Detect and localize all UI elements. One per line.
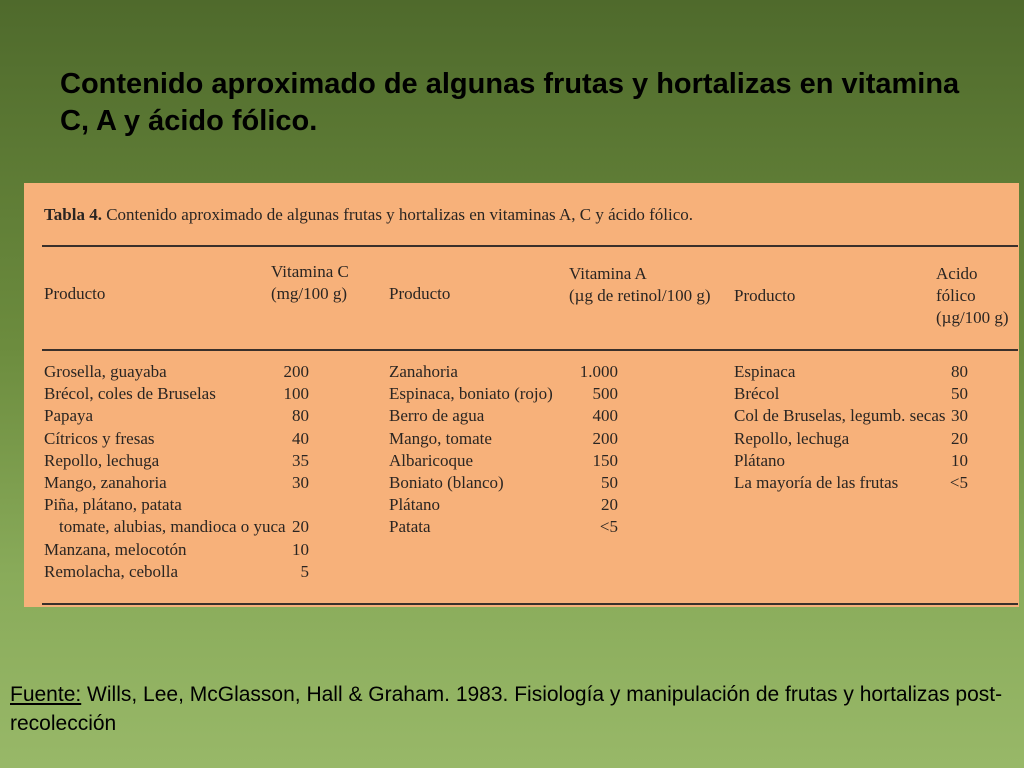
- value-cell: 200: [592, 428, 618, 448]
- value-cell: 1.000: [579, 362, 618, 381]
- product-cell: Plátano: [734, 450, 785, 470]
- product-header: Producto: [389, 284, 451, 303]
- value-cell: 30: [292, 473, 309, 492]
- value-header-line: Vitamina A: [569, 264, 647, 283]
- value-cell: 400: [592, 406, 618, 426]
- product-cell: Papaya: [44, 406, 94, 426]
- value-cell: 500: [592, 384, 618, 404]
- value-header-line: Vitamina C: [271, 262, 349, 281]
- value-header-line: (mg/100 g): [271, 284, 348, 303]
- value-cell: 20: [951, 428, 968, 448]
- value-cell: 150: [592, 450, 618, 470]
- product-cell: Plátano: [389, 495, 440, 515]
- source-text: Wills, Lee, McGlasson, Hall & Graham. 1983. Fisiología y manipulación de frutas y hortalizas post-recolección: [10, 683, 1003, 735]
- value-cell: <5: [599, 517, 618, 537]
- product-cell: Mango, tomate: [389, 428, 492, 448]
- value-cell: 80: [951, 362, 968, 381]
- value-cell: 30: [951, 406, 968, 426]
- value-header-line: fólico: [936, 286, 976, 305]
- product-cell: Patata: [389, 517, 431, 537]
- product-cell: La mayoría de las frutas: [734, 473, 899, 492]
- product-cell: tomate, alubias, mandioca o yuca: [59, 517, 286, 537]
- value-cell: 50: [601, 473, 618, 492]
- table-caption-text: Contenido aproximado de algunas frutas y hortalizas en vitaminas A, C y ácido fólico.: [106, 205, 694, 224]
- product-cell: Grosella, guayaba: [44, 362, 167, 381]
- value-cell: 80: [292, 406, 309, 426]
- product-cell: Piña, plátano, patata: [44, 495, 182, 515]
- top-rule: [42, 245, 1018, 247]
- source-label: Fuente:: [10, 683, 82, 706]
- product-cell: Boniato (blanco): [389, 473, 504, 492]
- product-header: Producto: [44, 284, 106, 303]
- bottom-rule: [42, 603, 1018, 605]
- product-cell: Mango, zanahoria: [44, 473, 167, 492]
- source-footer: [10, 680, 1010, 738]
- table-caption: [44, 205, 693, 225]
- value-cell: 35: [292, 450, 309, 470]
- product-cell: Zanahoria: [389, 362, 458, 381]
- value-cell: 100: [283, 384, 309, 404]
- table-caption-label: Tabla 4.: [44, 205, 102, 224]
- value-cell: 10: [292, 539, 309, 559]
- header-rule: [42, 349, 1018, 351]
- product-cell: Manzana, melocotón: [44, 539, 187, 559]
- value-cell: <5: [949, 473, 968, 492]
- product-cell: Repollo, lechuga: [44, 450, 160, 470]
- table-scan: [24, 183, 1019, 607]
- product-header: Producto: [734, 286, 796, 305]
- value-header-line: (µg/100 g): [936, 308, 1009, 327]
- product-cell: Albaricoque: [389, 450, 474, 470]
- value-cell: 20: [601, 495, 618, 515]
- product-cell: Brécol: [734, 384, 780, 404]
- value-header-line: (µg de retinol/100 g): [569, 286, 711, 305]
- product-cell: Espinaca: [734, 362, 796, 381]
- product-cell: Brécol, coles de Bruselas: [44, 384, 216, 404]
- value-header-line: Acido: [936, 264, 978, 283]
- value-cell: 20: [292, 517, 309, 537]
- product-cell: Espinaca, boniato (rojo): [389, 384, 553, 404]
- product-cell: Berro de agua: [389, 406, 485, 426]
- product-cell: Repollo, lechuga: [734, 428, 850, 448]
- product-cell: Cítricos y fresas: [44, 428, 155, 448]
- value-cell: 40: [292, 428, 309, 448]
- slide-title: Contenido aproximado de algunas frutas y hortalizas en vitamina C, A y ácido fólico.: [60, 68, 960, 137]
- value-cell: 10: [951, 450, 968, 470]
- product-cell: Col de Bruselas, legumb. secas: [734, 406, 946, 426]
- product-cell: Remolacha, cebolla: [44, 561, 179, 581]
- value-cell: 50: [951, 384, 968, 404]
- value-cell: 200: [283, 362, 309, 381]
- value-cell: 5: [300, 561, 309, 581]
